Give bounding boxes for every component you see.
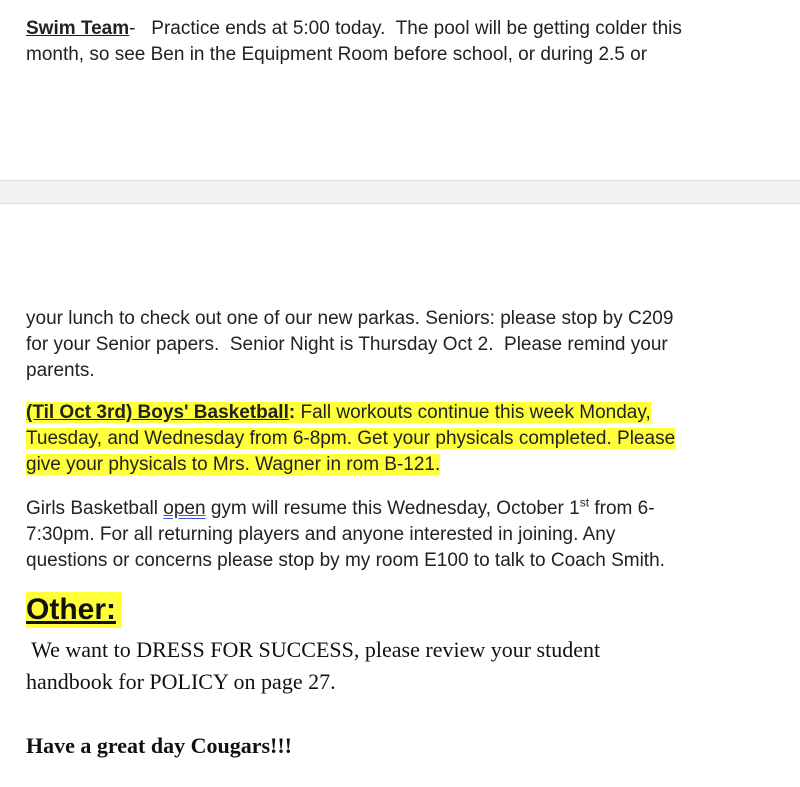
girls-line-3: questions or concerns please stop by my room E100 to talk to Coach Smith. <box>26 550 665 571</box>
boys-basketball-colon: : <box>288 402 296 423</box>
girls-line-2: 7:30pm. For all returning players and anyone interested in joining. Any <box>26 524 616 545</box>
swim-line-4: for your Senior papers. Senior Night is Thursday Oct 2. Please remind your <box>26 334 668 355</box>
closing-line: Have a great day Cougars!!! <box>26 733 292 758</box>
other-heading: Other: <box>26 592 122 628</box>
document-page-top <box>0 0 800 180</box>
other-line-2: handbook for POLICY on page 27. <box>26 669 336 694</box>
swim-line-1: Practice ends at 5:00 today. The pool will be getting colder this <box>135 18 682 39</box>
swim-line-5: parents. <box>26 360 95 381</box>
boys-line-2: Tuesday, and Wednesday from 6-8pm. Get your physicals completed. Please <box>26 428 676 449</box>
swim-line-3: your lunch to check out one of our new parkas. Seniors: please stop by C209 <box>26 308 674 329</box>
boys-line-1: Fall workouts continue this week Monday, <box>295 402 651 423</box>
boys-basketball-paragraph <box>26 400 786 478</box>
girls-line-1-end: from 6- <box>589 498 655 519</box>
swim-line-2: month, so see Ben in the Equipment Room before school, or during 2.5 or <box>26 44 648 65</box>
other-line-1: We want to DRESS FOR SUCCESS, please review your student <box>26 637 601 662</box>
dress-for-success-paragraph <box>26 634 786 698</box>
girls-basketball-paragraph <box>26 496 786 574</box>
boys-line-3: give your physicals to Mrs. Wagner in rom B-121. <box>26 454 441 475</box>
girls-ordinal-suffix: st <box>579 495 590 510</box>
girls-line-1-post: gym will resume this Wednesday, October 1 <box>205 498 580 519</box>
boys-basketball-label: (Til Oct 3rd) Boys' Basketball <box>26 402 289 423</box>
girls-line-1-pre: Girls Basketball <box>26 498 164 519</box>
swim-team-label: Swim Team <box>26 18 130 39</box>
swim-team-paragraph-start <box>26 16 786 68</box>
page-break-gap <box>0 180 800 204</box>
swim-team-paragraph-continued <box>26 306 786 384</box>
swim-team-dash: - <box>129 18 136 39</box>
girls-open-word: open <box>163 498 206 519</box>
